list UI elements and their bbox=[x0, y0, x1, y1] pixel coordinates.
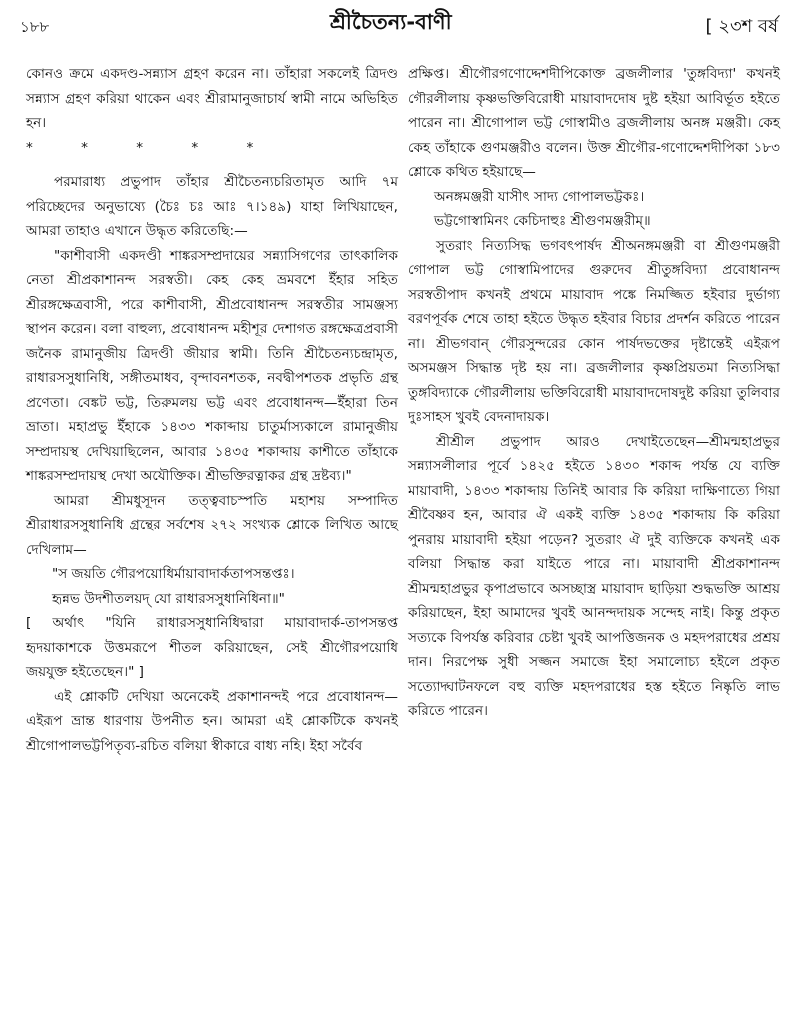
volume-label: [ ২৩শ বর্ষ bbox=[705, 16, 778, 37]
left-paragraph: আমরা শ্রীমধুসূদন তত্ত্ববাচস্পতি মহাশয় সম্পাদিত শ্রীরাধারসসুধানিধি গ্রন্থের সর্বশেষ ২৭২ সংখ্যক শ্লোকে লিখিত আছে দেখিলাম— bbox=[26, 492, 398, 558]
left-paragraph: এই শ্লোকটি দেখিয়া অনেকেই প্রকাশানন্দই পরে প্রবোধানন্দ—এইরূপ ভ্রান্ত ধারণায় উপনীত হন। আমরা এই শ্লোকটিকে কখনই শ্রীগোপালভট্টপিতৃব্য-রচিত বলিয়া স্বীকারে বাধ্য নহি। ইহা সর্বৈব bbox=[26, 688, 398, 754]
left-paragraph: কোনও ক্রমে একদণ্ড-সন্ন্যাস গ্রহণ করেন না। তাঁহারা সকলেই ত্রিদণ্ড সন্ন্যাস গ্রহণ করিয়া থাকেন এবং শ্রীরামানুজাচার্য স্বামী নামে অভিহিত হন। bbox=[26, 66, 398, 131]
left-paragraph: "স জয়তি গৌরপয়োধির্মায়াবাদার্কতাপসন্তপ্তঃ। bbox=[52, 566, 295, 582]
page-number: ১৮৮ bbox=[20, 18, 50, 36]
left-column bbox=[26, 62, 398, 758]
journal-title: শ্রীচৈতন্য-বাণী bbox=[330, 10, 452, 34]
left-paragraph: [ অর্থাৎ "যিনি রাধারসসুধানিধিদ্বারা মায়াবাদার্ক-তাপসন্তপ্ত হৃদয়াকাশকে উত্তমরূপে শীতল করিয়াছেন, সেই শ্রীগৌরপয়োধি জয়যুক্ত হইতেছেন।" ] bbox=[26, 615, 398, 680]
left-paragraph: হৃন্নভ উদশীতলয়দ্ যো রাধারসসুধানিধিনা॥" bbox=[52, 590, 285, 607]
right-paragraph: ভট্টগোস্বামিনং কেচিদাহুঃ শ্রীগুণমঞ্জরীম্॥ bbox=[434, 213, 651, 229]
left-paragraph: * * * * * bbox=[26, 139, 276, 156]
right-paragraph: প্রক্ষিপ্ত। শ্রীগৌরগণোদ্দেশদীপিকোক্ত ব্রজলীলার 'তুঙ্গবিদ্যা' কখনই গৌরলীলায় কৃষ্ণভক্তিবিরোধী মায়াবাদদোষ দুষ্ট হইয়া আবির্ভূত হইতে পারেন না। শ্রীগোপাল ভট্ট গোস্বামীও ব্রজলীলায় অনঙ্গ মঞ্জরী। কেহ কেহ তাঁহাকে গুণমঞ্জরীও বলেন। উক্ত শ্রীগৌর-গণোদ্দেশদীপিকা ১৮৩ শ্লোকে কথিত হইয়াছে— bbox=[408, 66, 780, 180]
left-paragraph: পরমারাধ্য প্রভুপাদ তাঁহার শ্রীচৈতন্যচরিতামৃত আদি ৭ম পরিচ্ছেদের অনুভাষ্যে (চৈঃ চঃ আঃ ৭।১৪৯) যাহা লিখিয়াছেন, আমরা তাহাও এখানে উদ্ধৃত করিতেছি:— bbox=[26, 174, 398, 239]
left-paragraph: "কাশীবাসী একদণ্ডী শাঙ্করসম্প্রদায়ের সন্ন্যাসিগণের তাৎকালিক নেতা শ্রীপ্রকাশানন্দ সরস্বতী। কেহ কেহ ভ্রমবশে ইঁহার সহিত শ্রীরঙ্গক্ষেত্রবাসী, পরে কাশীবাসী, শ্রীপ্রবোধানন্দ সরস্বতীর সামঞ্জস্য স্থাপন করেন। বলা বাহুল্য, প্রবোধানন্দ মহীশূর দেশাগত রঙ্গক্ষেত্রপ্রবাসী জনৈক রামানুজীয় ত্রিদণ্ডী জীয়ার স্বামী। তিনি শ্রীচৈতন্যচন্দ্রামৃত, রাধারসসুধানিধি, সঙ্গীতমাধব, বৃন্দাবনশতক, নবদ্বীপশতক প্রভৃতি গ্রন্থ প্রণেতা। বেঙ্কট ভট্ট, তিরুমলয় ভট্ট এবং প্রবোধানন্দ—ইঁহারা তিন ভ্রাতা। মহাপ্রভু ইঁহাকে ১৪৩৩ শকাব্দায় চাতুর্মাস্যকালে রামানুজীয় সম্প্রদায়স্থ দেখিয়াছিলেন, আবার ১৪৩৫ শকাব্দায় কাশীতে তাঁহাকে শাঙ্করসম্প্রদায়স্থ দেখা অযৌক্তিক। শ্রীভক্তিরত্নাকর গ্রন্থ দ্রষ্টব্য।" bbox=[26, 247, 398, 484]
right-paragraph: সুতরাং নিত্যসিদ্ধ ভগবৎপার্ষদ শ্রীঅনঙ্গমঞ্জরী বা শ্রীগুণমঞ্জরী গোপাল ভট্ট গোস্বামিপাদের গুরুদেব শ্রীতুঙ্গবিদ্যা প্রবোধানন্দ সরস্বতীপাদ কখনই প্রথমে মায়াবাদ পঙ্কে নিমজ্জিত হইবার দুর্ভাগ্য বরণপূর্বক শেষে তাহা হইতে উদ্ধৃত হইবার বিচার প্রদর্শন করিতে পারেন না। শ্রীভগবান্ গৌরসুন্দরের কোন পার্ষদভক্তের দৃষ্টান্তেই এইরূপ অসমঞ্জস সিদ্ধান্ত দৃষ্ট হয় না। ব্রজলীলার কৃষ্ণপ্রিয়তমা নিত্যসিদ্ধা তুঙ্গবিদ্যাকে গৌরলীলায় ভক্তিবিরোধী মায়াবাদদোষদুষ্ট করিয়া তুলিবার দুঃসাহস খুবই বেদনাদায়ক। bbox=[408, 237, 780, 425]
page-header bbox=[0, 0, 800, 46]
right-paragraph: শ্রীশ্রীল প্রভুপাদ আরও দেখাইতেছেন—শ্রীমন্মহাপ্রভুর সন্ন্যাসলীলার পূর্বে ১৪২৫ হইতে ১৪৩০ শকাব্দ পর্যন্ত যে ব্যক্তি মায়াবাদী, ১৪৩৩ শকাব্দায় তিনিই আবার কি করিয়া দাক্ষিণাত্যে গিয়া শ্রীবৈষ্ণব হন, আবার ঐ একই ব্যক্তি ১৪৩৫ শকাব্দায় কি করিয়া পুনরায় মায়াবাদী হইয়া পড়েন? সুতরাং ঐ দুই ব্যক্তিকে কখনই এক বলিয়া সিদ্ধান্ত করা যাইতে পারে না। মায়াবাদী শ্রীপ্রকাশানন্দ শ্রীমন্মহাপ্রভুর কৃপাপ্রভাবে অসচ্ছাস্ত্র মায়াবাদ ছাড়িয়া শুদ্ধভক্তি আশ্রয় করিয়াছেন, ইহা আমাদের খুবই আনন্দদায়ক সন্দেহ নাই। কিন্তু প্রকৃত সত্যকে বিপর্যস্ত করিবার চেষ্টা খুবই আপত্তিজনক ও মহদপরাধের প্রশ্রয় দান। নিরপেক্ষ সুধী সজ্জন সমাজে ইহা সমালোচ্য হইলে প্রকৃত সত্যোদ্ঘাটনফলে বহু ব্যক্তি মহদপরাধের হস্ত হইতে নিষ্কৃতি লাভ করিতে পারেন। bbox=[408, 433, 780, 719]
right-paragraph: অনঙ্গমঞ্জরী যাসীৎ সাদ্য গোপালভট্টকঃ। bbox=[434, 188, 645, 205]
right-column bbox=[408, 62, 780, 724]
